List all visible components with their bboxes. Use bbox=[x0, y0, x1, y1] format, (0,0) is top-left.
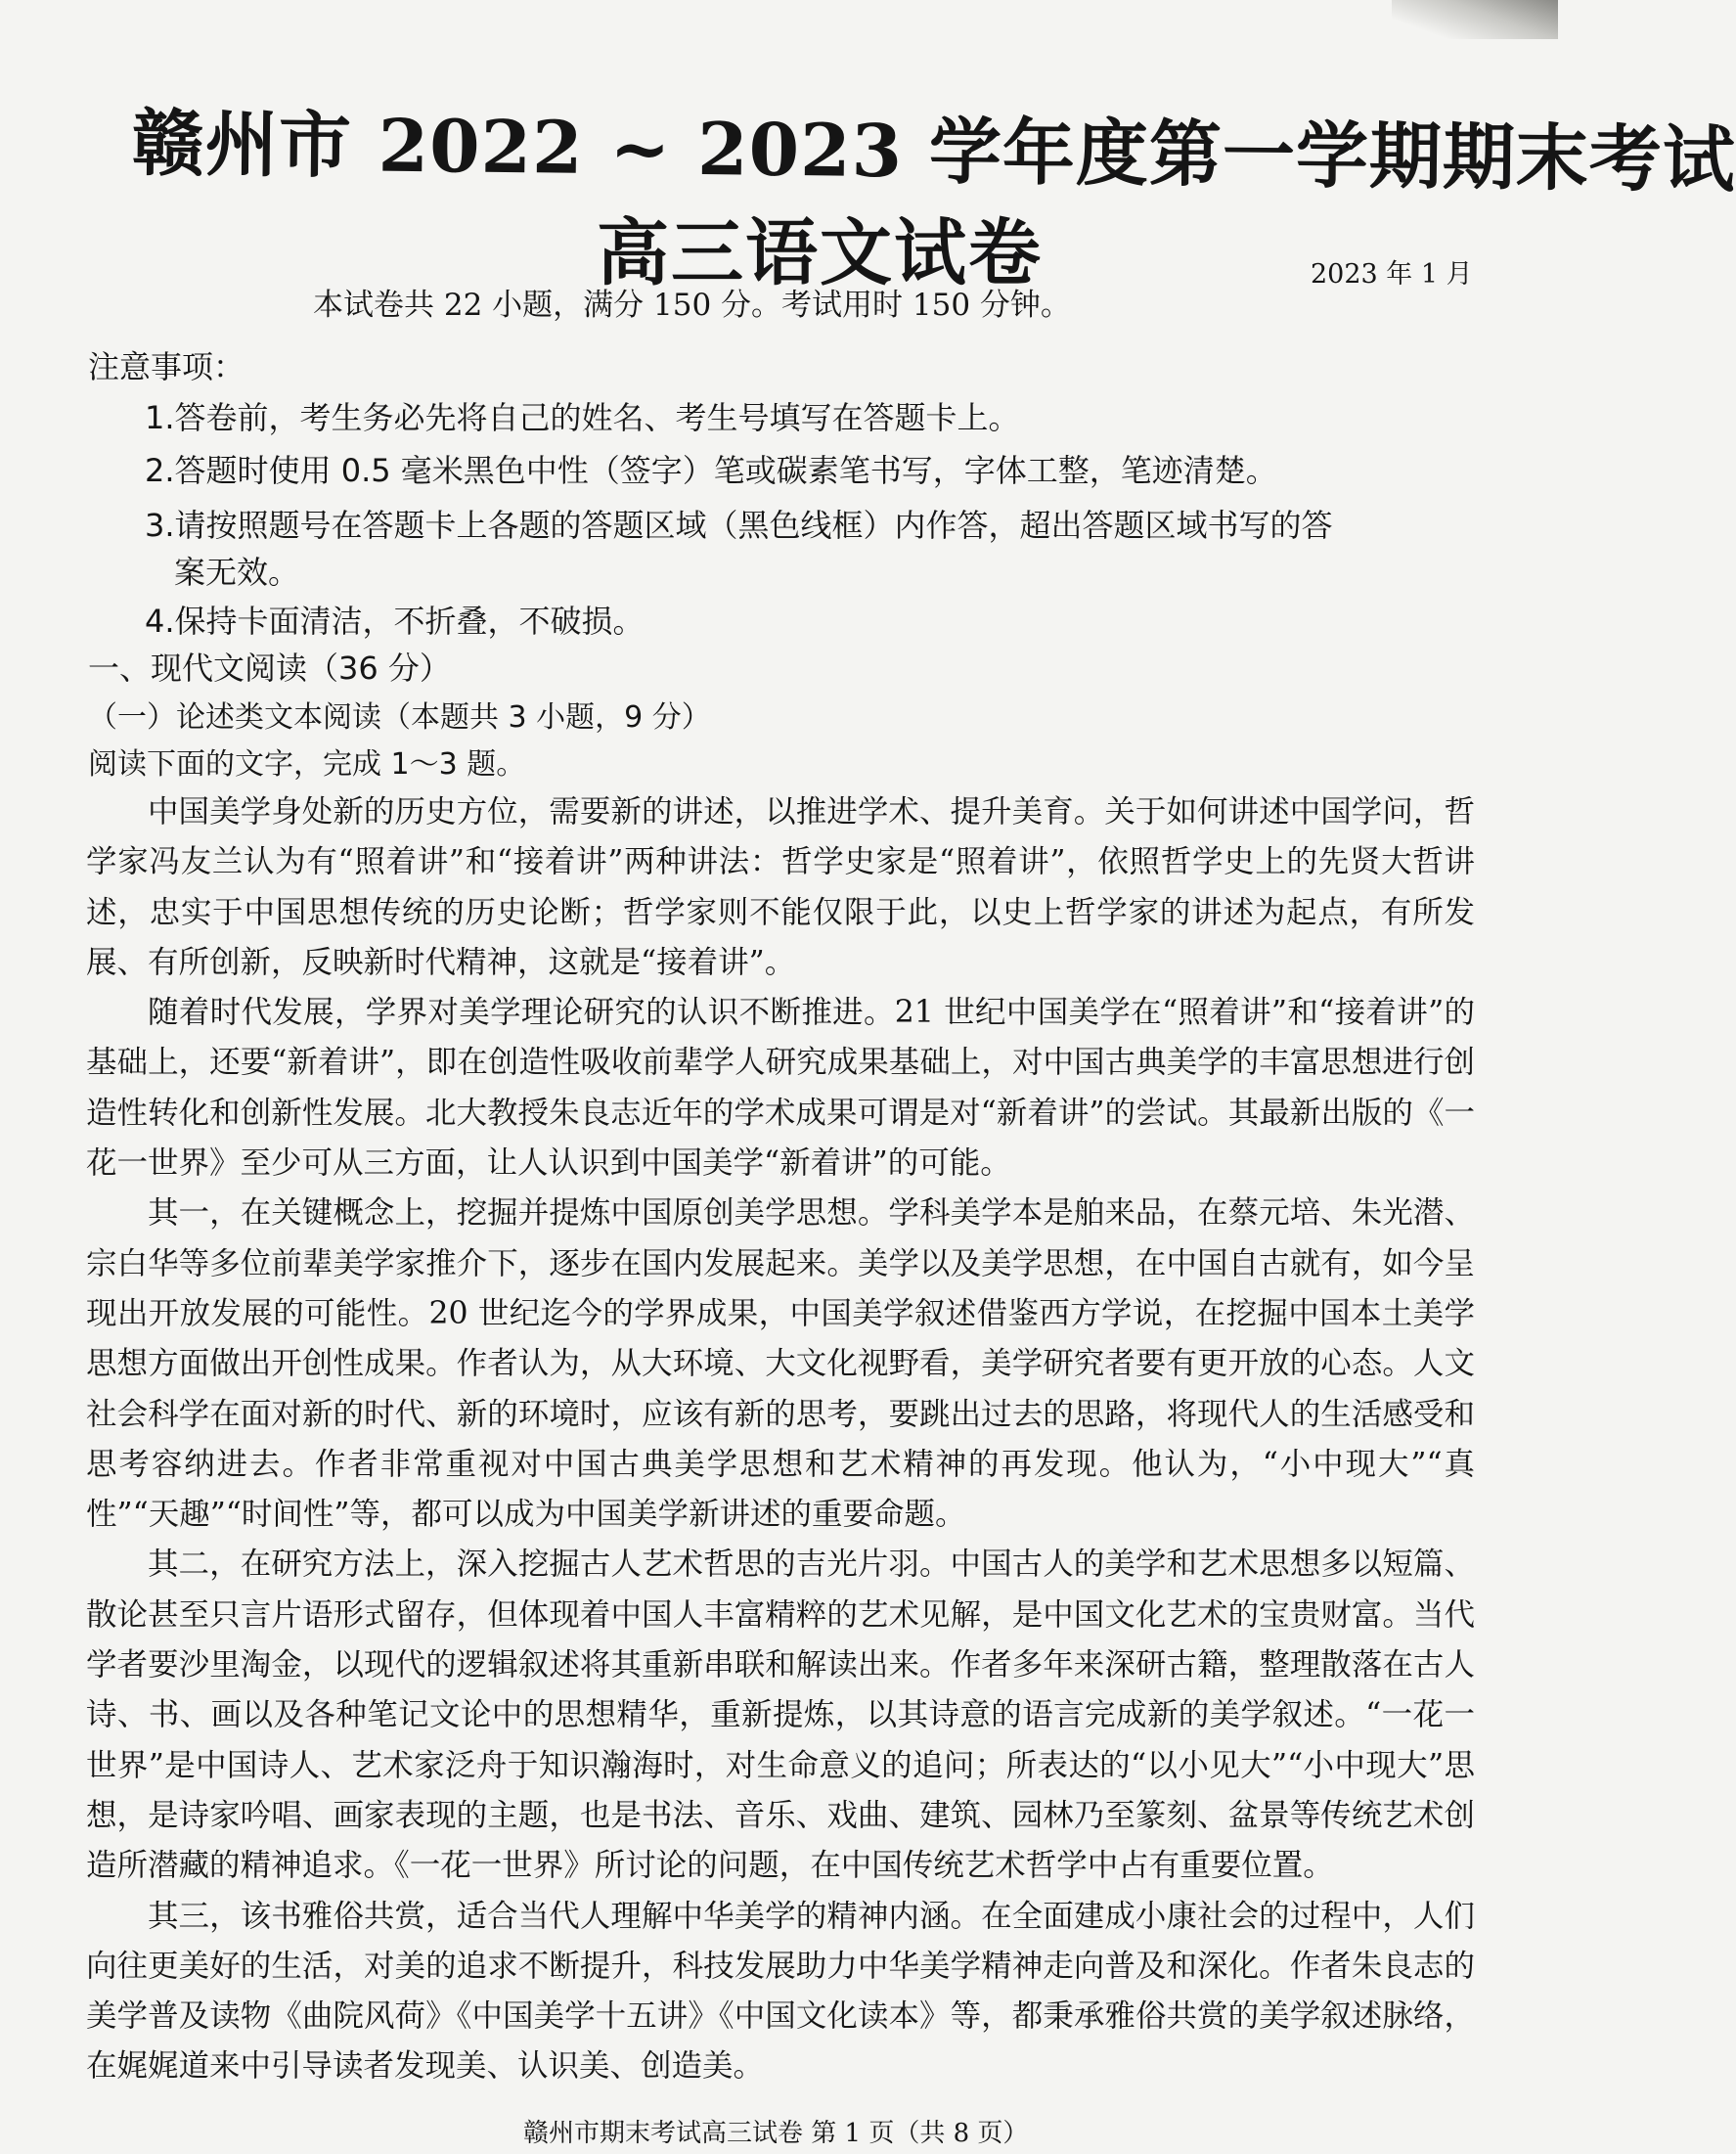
exam-date: 2023 年 1 月 bbox=[1311, 259, 1473, 290]
exam-subject-title: 高三语文试卷 bbox=[597, 211, 1043, 295]
passage-paragraph: 随着时代发展，学界对美学理论研究的认识不断推进。21 世纪中国美学在“照着讲”和“接着讲”的基础上，还要“新着讲”，即在创造性吸收前辈学人研究成果基础上，对中国古典美学的丰富思想进行创造性转化和创新性发展。北大教授朱良志近年的学术成果可谓是对“新着讲”的尝试。其最新出版的《一花一世界》至少可从三方面，让人认识到中国美学“新着讲”的可能。 bbox=[86, 995, 1475, 1182]
section-instruction: 阅读下面的文字，完成 1～3 题。 bbox=[88, 747, 526, 782]
reading-passage bbox=[86, 787, 1475, 2092]
passage-paragraph: 其一，在关键概念上，挖掘并提炼中国原创美学思想。学科美学本是舶来品，在蔡元培、朱光潜、宗白华等多位前辈美学家推介下，逐步在国内发展起来。美学以及美学思想，在中国自古就有，如今呈现出开放发展的可能性。20 世纪迄今的学界成果，中国美学叙述借鉴西方学说，在挖掘中国本土美学思想方面做出开创性成果。作者认为，从大环境、大文化视野看，美学研究者要有更开放的心态。人文社会科学在面对新的时代、新的环境时，应该有新的思考，要跳出过去的思路，将现代人的生活感受和思考容纳进去。作者非常重视对中国古典美学思想和艺术精神的再发现。他认为，“小中现大”“真性”“天趣”“时间性”等，都可以成为中国美学新讲述的重要命题。 bbox=[86, 1195, 1475, 1533]
note-item: 3.请按照题号在答题卡上各题的答题区域（黑色线框）内作答，超出答题区域书写的答 bbox=[145, 507, 1333, 544]
note-item: 1.答卷前，考生务必先将自己的姓名、考生号填写在答题卡上。 bbox=[145, 399, 1020, 436]
note-item: 4.保持卡面清洁，不折叠，不破损。 bbox=[145, 603, 645, 640]
passage-paragraph: 其二，在研究方法上，深入挖掘古人艺术哲思的吉光片羽。中国古人的美学和艺术思想多以短篇、散论甚至只言片语形式留存，但体现着中国人丰富精粹的艺术见解，是中国文化艺术的宝贵财富。当代学者要沙里淘金，以现代的逻辑叙述将其重新串联和解读出来。作者多年来深研古籍，整理散落在古人诗、书、画以及各种笔记文论中的思想精华，重新提炼，以其诗意的语言完成新的美学叙述。“一花一世界”是中国诗人、艺术家泛舟于知识瀚海时，对生命意义的追问；所表达的“以小见大”“小中现大”思想，是诗家吟唱、画家表现的主题，也是书法、音乐、戏曲、建筑、园林乃至篆刻、盆景等传统艺术创造所潜藏的精神追求。《一花一世界》所讨论的问题，在中国传统艺术哲学中占有重要位置。 bbox=[86, 1547, 1475, 1884]
note-item: 2.答题时使用 0.5 毫米黑色中性（签字）笔或碳素笔书写，字体工整，笔迹清楚。 bbox=[145, 452, 1277, 489]
notes-heading: 注意事项： bbox=[88, 348, 245, 385]
note-item: 案无效。 bbox=[174, 554, 300, 591]
exam-info: 本试卷共 22 小题，满分 150 分。考试用时 150 分钟。 bbox=[313, 288, 1071, 323]
passage-paragraph: 其三，该书雅俗共赏，适合当代人理解中华美学的精神内涵。在全面建成小康社会的过程中，人们向往更美好的生活，对美的追求不断提升，科技发展助力中华美学精神走向普及和深化。作者朱良志的美学普及读物《曲院风荷》《中国美学十五讲》《中国文化读本》等，都秉承雅俗共赏的美学叙述脉络，在娓娓道来中引导读者发现美、认识美、创造美。 bbox=[86, 1898, 1475, 2085]
passage-paragraph: 中国美学身处新的历史方位，需要新的讲述，以推进学术、提升美育。关于如何讲述中国学问，哲学家冯友兰认为有“照着讲”和“接着讲”两种讲法：哲学史家是“照着讲”，依照哲学史上的先贤大哲讲述，忠实于中国思想传统的历史论断；哲学家则不能仅限于此，以史上哲学家的讲述为起点，有所发展、有所创新，反映新时代精神，这就是“接着讲”。 bbox=[86, 794, 1475, 980]
exam-title: 赣州市 2022 ~ 2023 学年度第一学期期末考试 bbox=[131, 102, 1736, 203]
scan-corner-shadow bbox=[1392, 0, 1558, 39]
section-title: 一、现代文阅读（36 分） bbox=[88, 650, 451, 687]
page-footer: 赣州市期末考试高三试卷 第 1 页（共 8 页） bbox=[523, 2119, 1029, 2148]
section-subtitle: （一）论述类文本阅读（本题共 3 小题，9 分） bbox=[88, 700, 711, 735]
